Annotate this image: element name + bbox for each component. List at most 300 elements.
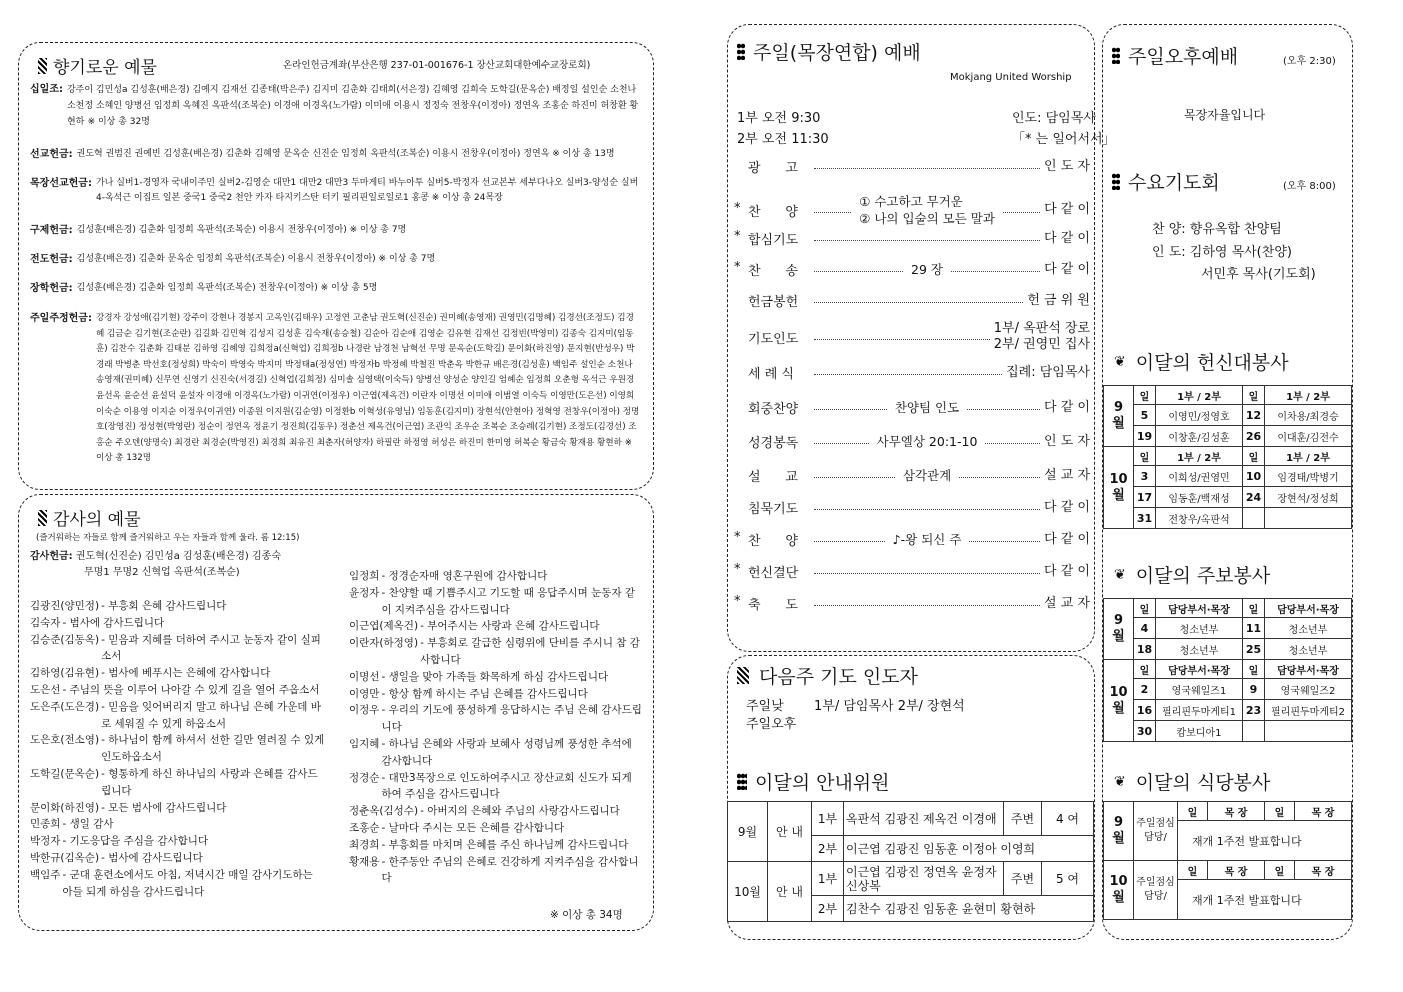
- table-cell: 임경태/박병기: [1265, 466, 1352, 487]
- relief-text: 김성훈(배은경) 김춘화 임정희 옥판석(조복순) 이용시 전창우(이정아) ※ 이상 총 7명: [76, 225, 407, 235]
- thanks-entry: [349, 669, 645, 686]
- order-responsible: 집례: 담임목사: [1006, 364, 1090, 380]
- order-row: [748, 398, 1090, 417]
- usher-title: 이달의 안내위원: [737, 768, 890, 795]
- header-cell: 목 장: [1208, 861, 1265, 880]
- pm-text: 목장자율입니다: [1184, 108, 1266, 122]
- table-cell: 청소년부: [1156, 639, 1243, 660]
- header-cell: 일: [1134, 660, 1156, 679]
- cafe-label: 주일점심 담당/: [1134, 861, 1178, 920]
- thanks-entry: [30, 615, 326, 632]
- header-cell: 목 장: [1208, 802, 1265, 821]
- table-cell: [1243, 721, 1265, 742]
- header-cell: 1부 / 2부: [1156, 386, 1243, 405]
- weekly-section: [30, 311, 642, 467]
- table-cell: 이대훈/김전수: [1265, 426, 1352, 447]
- header-cell: 1부 / 2부: [1156, 447, 1243, 466]
- thanks-entry: [30, 732, 326, 766]
- order-label: 합심기도: [748, 233, 799, 248]
- order-leader-dots: [814, 302, 1023, 303]
- order-row: [748, 432, 1090, 451]
- order-responsible: 설 교 자: [1044, 467, 1091, 483]
- thanks-names-1: 권도혁(신진순) 김민성a 김성훈(배은경) 김종숙: [75, 551, 281, 562]
- order-label: 헌금봉헌: [748, 295, 799, 310]
- thanks-entry: [349, 686, 645, 703]
- thanks-entry: [30, 632, 326, 666]
- thanks-entry-text: - 군대 훈련소에서도 아침, 저녁시간 매일 감사기도하는 아들 되게 하심을 감사드립니다: [62, 868, 313, 898]
- table-header-row: [1104, 861, 1352, 880]
- order-star: *: [734, 201, 741, 216]
- usher-part: 1부: [812, 862, 844, 896]
- header-cell: 일: [1264, 802, 1294, 821]
- thanks-entry: [30, 867, 326, 901]
- usher-count: 5 여: [1042, 862, 1094, 896]
- order-row: [734, 193, 1091, 227]
- evangelism-label: 전도헌금:: [30, 254, 73, 265]
- bulletin-table: [1103, 598, 1352, 742]
- thanks-entry: [30, 699, 326, 733]
- table-cell: 10: [1243, 466, 1265, 487]
- dev-title: ❦ 이달의 헌신대봉사: [1114, 352, 1289, 374]
- order-leader-dots: [814, 541, 885, 542]
- relief-label: 구제헌금:: [30, 225, 73, 236]
- cafe-text: 재개 1주전 발표합니다: [1178, 880, 1352, 920]
- table-cell: 3: [1134, 466, 1156, 487]
- order-responsible: 다 같 이: [1044, 230, 1090, 246]
- order-label: 찬 양: [748, 204, 798, 220]
- header-cell: 담당부서·목장: [1156, 599, 1243, 618]
- table-header-row: [1104, 802, 1352, 821]
- thanks-col-2: [349, 568, 645, 887]
- order-leader-dots: [814, 477, 895, 478]
- table-cell: 11: [1243, 618, 1265, 639]
- heart-icon: ❦: [1114, 566, 1126, 583]
- usher-table: [727, 801, 1094, 922]
- thanks-names: [30, 549, 281, 581]
- thanks-entry-name: 최경희: [349, 838, 380, 851]
- thanks-entry-name: 황재용: [349, 855, 380, 868]
- table-cell: 4: [1134, 618, 1156, 639]
- thanks-col-1: [30, 598, 326, 900]
- cafe-label: 주일점심 담당/: [1134, 802, 1178, 861]
- order-leader-dots: [985, 443, 1040, 444]
- order-row: [734, 594, 1090, 613]
- thanks-entry-name: 박정자: [30, 835, 61, 848]
- thanks-entry-name: 민종희: [30, 818, 61, 831]
- order-label: 침묵기도: [748, 502, 799, 517]
- order-content: 찬양팀 인도: [894, 400, 960, 415]
- service-time-2: 2부 오전 11:30: [737, 132, 829, 147]
- usher-part: 2부: [812, 836, 844, 862]
- order-leader-dots: [951, 271, 1040, 272]
- order-leader-dots: [814, 605, 1040, 606]
- header-cell: 일: [1178, 861, 1208, 880]
- order-responsible: 다 같 이: [1044, 261, 1091, 277]
- thanks-entry-text: - 생일 감사: [62, 818, 114, 831]
- thanks-entry-name: 도은주(도은경): [30, 700, 100, 713]
- thanks-entry-name: 백임주: [30, 868, 61, 881]
- order-responsible: 다 같 이: [1044, 563, 1090, 579]
- dots-icon: [737, 43, 745, 60]
- weekly-text: 강경자 강성애(김기현) 강주이 강현나 경봉지 고옥인(김태우) 고정연 고춘남 권도혁(신진순) 권미혜(송영재) 권영민(김명혜) 김경선(조정도) 김경혜 김금순 김기현(조순란) 김길화 김민혁 김성지 김성훈 김숙재(송승철) 김순아 김순애 김영순 김유현 김재선 김정빈(박영미) 김종숙 김지미(임동훈) 김찬수 김춘화 김태분 김하영 김혜영 김희정a(신혁업) 김희정b 나경란 남경천 남혁선 무명 문옥순(도학길) 문이화(하진영) 문지현(반성우) 박경래 박병춘 박선호(정성희) 박숙이 박영숙 박지미 박정태a(정성연) 박정자b 박정혜 박철진 박춘옥 박한규 배은경(김성훈) 백임주 설인순 소천나 송영재(권미혜) 신무연 신영기 신진숙(서경길) 신혁업(김희정) 심미솔 심영택(이숙득) 양병선 양성순 양인길 엄혜순 임정희 오춘형 옥석근 우원경 윤선옥 윤순선 윤설덕 윤설자 이경애 이경옥(노가람) 이귀연(이정우) 이근엽(제옥건) 이란자 이명선 이미애 이범열 이숙득 이영만(도은선) 이영희 이숙순 이용영 이지순 이정우(이귀연) 이종원 이지원(김순영) 이정환b 이혁성(유영님) 임동훈(김지미) 장현석(안현아) 정혁영 전창우(이정아) 정명호(장영진) 정성현(박영란) 정순이 정연옥 정윤기 정진희(김동우) 정춘선 제옥건(이근엽) 조관익 조우순 조복순 조승례(김기현) 조정도(김경선) 조홍순 주오덴(양명숙) 최경란 최경순(박영진) 최경희 최유진 최춘자(허양자) 하필란 하정영 허성은 하진미 한미영 허복순 황금숙 황재용 황현하: [95, 313, 640, 448]
- order-responsible: 인 도 자: [1044, 433, 1090, 449]
- table-row: [1104, 618, 1352, 639]
- thanks-entry: [349, 736, 645, 770]
- table-cell: [1265, 508, 1352, 529]
- tithe-total: ※ 이상 총 32명: [87, 117, 150, 127]
- thanks-entry-text: - 하나님 은혜와 사랑과 보혜사 성령님께 풍성한 추석에 감사합니다: [381, 737, 632, 767]
- pm-time: (오후 2:30): [1283, 56, 1336, 67]
- tithe-label: 십일조:: [30, 84, 63, 95]
- thanks-entry-text: - 주님의 뜻을 이루어 나아갈 수 있게 길을 열어 주옵소서: [62, 683, 320, 696]
- usher-area: 주변: [1004, 802, 1042, 836]
- thanks-entry: [349, 618, 645, 635]
- thanks-entry-text: - 부흥회 은혜 감사드립니다: [101, 600, 227, 612]
- order-label: 축 도: [748, 598, 798, 613]
- cafe-text: 재개 1주전 발표합니다: [1178, 821, 1352, 861]
- order-leader-dots: [814, 271, 903, 272]
- order-label: 회중찬양: [748, 402, 799, 417]
- thanks-entry-text: - 찬양할 때 기쁨주시고 기도할 때 응답주시며 눈동자 같이 지켜주심을 감사드립니다: [381, 586, 636, 616]
- order-leader-dots: [814, 374, 1002, 375]
- thanks-entry-text: - 믿음과 지혜를 더하여 주시고 눈동자 같이 실피소서: [101, 633, 321, 663]
- service-time-1: 1부 오전 9:30: [737, 111, 821, 126]
- table-row: [1104, 426, 1352, 447]
- wed-line-1: 찬 양: 향유옥합 찬양팀: [1152, 222, 1282, 237]
- table-header-row: [1104, 447, 1352, 466]
- table-cell: 12: [1243, 405, 1265, 426]
- table-cell: 5: [1134, 405, 1156, 426]
- usher-month: 9월: [728, 802, 768, 862]
- table-cell: 청소년부: [1156, 618, 1243, 639]
- order-leader-dots: [814, 573, 1040, 574]
- table-cell: 25: [1243, 639, 1265, 660]
- thanks-entry: [30, 850, 326, 867]
- header-cell: 1부 / 2부: [1265, 447, 1352, 466]
- scholarship-text: 김성훈(배은경) 김춘화 임정희 옥판석(조복순) 전창우(이정아) ※ 이상 총 5명: [76, 283, 378, 293]
- thanks-entry-text: - 정경순자매 영혼구원에 감사합니다: [381, 570, 548, 582]
- usher-row: [728, 802, 1094, 836]
- cell-mission-label: 목장선교헌금:: [30, 178, 92, 189]
- header-cell: 1부 / 2부: [1265, 386, 1352, 405]
- order-responsible: 다 같 이: [1044, 499, 1090, 515]
- table-cell: 전창우/옥판석: [1156, 508, 1243, 529]
- thanks-entry-text: - 부흥회로 갈급한 심령위에 단비를 주시니 참 감사합니다: [420, 637, 640, 666]
- evangelism-text: 김성훈(배은경) 김춘화 문옥순 임정희 옥판석(조복순) 이용시 전창우(이정아) ※ 이상 총 7명: [76, 254, 436, 264]
- order-label: 성경봉독: [748, 436, 799, 451]
- table-cell: 이영민/정영호: [1156, 405, 1243, 426]
- thanks-entry-name: 임지혜: [349, 737, 380, 750]
- order-label: 찬 양: [748, 534, 798, 549]
- header-cell: 일: [1264, 861, 1294, 880]
- thanks-entry: [349, 770, 645, 804]
- thanks-entry-name: 도학길(문옥순): [30, 767, 100, 780]
- order-leader-dots: [969, 541, 1040, 542]
- order-leader-dots: [814, 409, 887, 410]
- order-leader-dots: [814, 168, 1040, 169]
- wed-title: 수요기도회: [1112, 168, 1220, 195]
- thanks-entry: [349, 635, 645, 669]
- thanks-entry: [30, 833, 326, 850]
- order-row: [748, 291, 1090, 310]
- thanks-entry-name: 이명선: [349, 670, 380, 683]
- order-label: 설 교: [748, 470, 798, 485]
- table-row: [1104, 487, 1352, 508]
- thanks-entry-text: - 부어주시는 사랑과 은혜 감사드립니다: [420, 620, 600, 633]
- thanks-entry-text: - 범사에 감사드립니다: [101, 851, 203, 864]
- usher-role: 안 내: [768, 802, 812, 862]
- table-cell: 18: [1134, 639, 1156, 660]
- online-account: 온라인헌금계좌(부산은행 237-01-001676-1 장산교회대한예수교장로회): [283, 60, 591, 71]
- thanks-entry-name: 이영만: [349, 687, 380, 700]
- table-cell: 임동훈/백재성: [1156, 487, 1243, 508]
- pattern-icon: [737, 667, 749, 684]
- table-header-row: [1104, 599, 1352, 618]
- table-cell: 청소년부: [1265, 618, 1352, 639]
- mission-section: [30, 147, 642, 162]
- thanks-entry: [349, 820, 645, 837]
- worship-subtitle: Mokjang United Worship: [950, 72, 1072, 83]
- table-cell: 이창훈/김성훈: [1156, 426, 1243, 447]
- worship-title: 주일(목장연합) 예배: [737, 38, 921, 65]
- thanks-entry-name: 김광진(양민정): [30, 600, 100, 612]
- table-cell: 23: [1243, 700, 1265, 721]
- order-leader-dots: [814, 212, 851, 213]
- table-cell: [1243, 508, 1265, 529]
- table-row: [1104, 679, 1352, 700]
- thanks-entry: [30, 598, 326, 615]
- usher-part: 1부: [812, 802, 844, 836]
- table-cell: 24: [1243, 487, 1265, 508]
- header-cell: 일: [1243, 386, 1265, 405]
- heart-icon: ❦: [1114, 773, 1126, 790]
- thanks-entry: [349, 568, 645, 585]
- header-cell: 담당부서·목장: [1265, 660, 1352, 679]
- order-content: 사무엘상 20:1-10: [876, 434, 978, 449]
- pattern-icon: [38, 510, 47, 526]
- thanks-entry-text: - 믿음을 잊어버리지 말고 하나님 은혜 가운데 바로 세워질 수 있게 하옵소서: [101, 700, 321, 730]
- dots-icon: [1112, 47, 1120, 64]
- next-title: 다음주 기도 인도자: [737, 662, 918, 689]
- order-leader-dots: [814, 339, 990, 340]
- header-cell: 일: [1243, 447, 1265, 466]
- cafeteria-table: [1103, 801, 1352, 920]
- order-star: *: [734, 530, 741, 545]
- table-cell: 16: [1134, 700, 1156, 721]
- table-cell: 이희성/권영민: [1156, 466, 1243, 487]
- mission-text: 권도혁 권범진 권예빈 김성훈(배은경) 김춘화 김혜영 문옥순 신진순 임정희 옥판석(조복순) 이용시 전창우(이정아) 정연옥 ※ 이상 총 13명: [76, 149, 615, 159]
- month-cell: 10 월: [1104, 447, 1134, 529]
- thanks-entry: [349, 803, 645, 820]
- thanks-entry-text: - 하나님이 함께 하셔서 선한 길만 열려질 수 있게 인도하옵소서: [101, 734, 325, 764]
- table-cell: 31: [1134, 508, 1156, 529]
- table-cell: 영국웨일즈1: [1156, 679, 1243, 700]
- table-cell: 19: [1134, 426, 1156, 447]
- thanks-entry: [30, 800, 326, 817]
- order-responsible: 인 도 자: [1044, 158, 1090, 174]
- thanks-entry-text: - 부흥회를 마치며 은혜를 주신 하나님께 감사드립니다: [381, 838, 629, 851]
- order-row: [734, 562, 1090, 581]
- thanks-entry-name: 윤정자: [349, 586, 380, 599]
- header-cell: 일: [1134, 386, 1156, 405]
- thanks-entry-name: 이정우: [349, 704, 380, 717]
- table-header-row: [1104, 660, 1352, 679]
- order-star: *: [734, 594, 741, 609]
- header-cell: 일: [1243, 599, 1265, 618]
- order-row: [748, 466, 1090, 485]
- header-cell: 담당부서·목장: [1265, 599, 1352, 618]
- usher-row: [728, 862, 1094, 896]
- thanks-entry: [349, 854, 645, 888]
- thanks-entry-text: - 범사에 베푸시는 은혜에 감사합니다: [101, 667, 271, 680]
- pm-title: 주일오후예배: [1112, 42, 1238, 69]
- cell-mission-text: 가나 실버1-경영자 국내이주민 실버2-김영순 대만1 대만2 대만3 두마게티 바누아투 실버5-박정자 선교본부 세부다나오 실버3-양성순 실버4-옥석근 이집트 일본 중국1 중국2 천안 카자 타지키스탄 터키 필리핀일로일로1 홍콩 ※ 이상 총 24목장: [95, 178, 639, 203]
- order-leader-dots: [814, 509, 1040, 510]
- usher-area: 주변: [1004, 862, 1042, 896]
- month-cell: 10 월: [1104, 861, 1134, 920]
- order-star: *: [734, 229, 741, 244]
- thanks-entry-name: 김하영(김유현): [30, 667, 100, 680]
- next-line-2: 주일오후: [746, 717, 797, 732]
- scholarship-section: [30, 281, 642, 296]
- order-responsible: 다 같 이: [1044, 202, 1091, 217]
- table-cell: 필리핀두마게티1: [1156, 700, 1243, 721]
- order-content: 29 장: [911, 262, 944, 277]
- bul-title: ❦ 이달의 주보봉사: [1114, 565, 1271, 587]
- cafe-title: ❦ 이달의 식당봉사: [1114, 772, 1271, 794]
- offering-title: 향기로운 예물: [38, 53, 157, 78]
- thanks-entry: [30, 682, 326, 699]
- table-row: [1104, 639, 1352, 660]
- stand-note: 「* 는 일어서서」: [1012, 132, 1116, 147]
- thanks-entry-name: 임정희: [349, 570, 380, 582]
- order-label: 찬 송: [748, 264, 798, 279]
- order-row: [734, 530, 1091, 549]
- table-cell: 청소년부: [1265, 639, 1352, 660]
- usher-role: 안 내: [768, 862, 812, 922]
- table-cell: 장현석/정성희: [1265, 487, 1352, 508]
- thanks-entry-text: - 한주동안 주님의 은혜로 건강하게 지켜주심을 감사합니다: [381, 855, 639, 885]
- order-label: 광 고: [748, 161, 798, 176]
- order-star: *: [734, 562, 741, 577]
- order-responsible: 다 같 이: [1044, 531, 1091, 547]
- thanks-entry-name: 정경순: [349, 771, 380, 784]
- thanks-entry-text: - 생일을 맞아 가족들 화목하게 하심 감사드립니다: [381, 670, 609, 683]
- dots-icon: [737, 773, 747, 790]
- tithe-text: 강주이 김민성a 김성훈(배은경) 김예지 김재선 김종태(박은주) 김지미 김춘화 김태희(서은경) 김혜영 김희숙 도학길(문옥순) 배정일 설인순 소천나 소천정 소혜인 양병선 임정희 옥혜진 옥판석(조복순) 이경애 이경옥(노가람) 이미애 이용시 정정숙 전창우(이정아) 정연옥 조홍순 하진미 허창환 황현하: [66, 85, 639, 127]
- order-row: [748, 320, 1090, 354]
- thanks-names-2: 무명1 무명2 신혁업 옥판석(조복순): [84, 567, 240, 578]
- table-row: [1104, 405, 1352, 426]
- thanks-entry-name: 도은호(전소영): [30, 734, 100, 747]
- order-responsible: 1부/ 옥판석 장로 2부/ 권영민 집사: [993, 321, 1090, 352]
- next-line-1: 주일낮 1부/ 담임목사 2부/ 장현석: [746, 699, 965, 714]
- heart-icon: ❦: [1114, 353, 1126, 370]
- leader-note: 인도: 담임목사: [1012, 111, 1096, 126]
- order-label: 헌신결단: [748, 566, 799, 581]
- mission-label: 선교헌금:: [30, 149, 73, 160]
- thanks-entry-name: 김승준(김동옥): [30, 633, 100, 646]
- header-cell: 목 장: [1295, 802, 1352, 821]
- thanks-title: 감사의 예물: [38, 505, 141, 530]
- order-leader-dots: [1003, 212, 1040, 213]
- thanks-entry-name: 박한규(김옥순): [30, 851, 100, 864]
- thanks-subtitle: (즐거워하는 자들로 함께 즐거워하고 우는 자들과 함께 울라. 롬 12:15): [36, 533, 300, 543]
- usher-names: 옥판석 김광진 제옥건 이경애: [844, 802, 1004, 836]
- scholarship-label: 장학헌금:: [30, 283, 73, 294]
- header-cell: 일: [1178, 802, 1208, 821]
- table-cell: 캄보디아1: [1156, 721, 1243, 742]
- order-row: [734, 260, 1091, 279]
- order-leader-dots: [959, 477, 1040, 478]
- thanks-entry: [349, 585, 645, 619]
- table-row: [1104, 508, 1352, 529]
- tithe-section: [30, 82, 642, 130]
- thanks-entry-name: 조홍순: [349, 821, 380, 834]
- usher-names: 김찬수 김광진 임동훈 윤현미 황현하: [844, 896, 1094, 922]
- thanks-label: 감사헌금:: [30, 551, 73, 562]
- order-row: [748, 363, 1090, 382]
- thanks-entry: [349, 837, 645, 854]
- thanks-entry-name: 도은선: [30, 683, 61, 696]
- thanks-entry-text: - 형통하게 하신 하나님의 사랑과 은혜를 감사드립니다: [101, 767, 318, 797]
- order-leader-dots: [814, 240, 1040, 241]
- table-cell: 30: [1134, 721, 1156, 742]
- thanks-entry-name: 이근엽(제옥건): [349, 620, 419, 633]
- table-header-row: [1104, 386, 1352, 405]
- usher-names: 이근엽 김광진 임동훈 이정아 이영희: [844, 836, 1094, 862]
- wed-line-2: 인 도: 김하영 목사(찬양): [1152, 245, 1292, 260]
- thanks-total: ※ 이상 총 34명: [550, 909, 623, 921]
- order-content: ♪-왕 되신 주: [892, 532, 962, 547]
- thanks-entry-text: - 아버지의 은혜와 주님의 사랑감사드립니다: [420, 805, 620, 818]
- header-cell: 일: [1134, 599, 1156, 618]
- order-leader-dots: [814, 443, 869, 444]
- order-star: *: [734, 260, 741, 275]
- thanks-entry-text: - 날마다 주시는 모든 은혜를 감사합니다: [381, 821, 565, 834]
- weekly-total: ※ 이상 총 132명: [95, 437, 632, 464]
- header-cell: 일: [1243, 660, 1265, 679]
- table-cell: 9: [1243, 679, 1265, 700]
- order-content: ① 수고하고 무거운 ② 나의 입술의 모든 말과: [859, 194, 995, 226]
- table-cell: 필리핀두마게티2: [1265, 700, 1352, 721]
- order-responsible: 다 같 이: [1044, 399, 1090, 415]
- usher-count: 4 여: [1042, 802, 1094, 836]
- table-row: [1104, 721, 1352, 742]
- table-row: [1104, 466, 1352, 487]
- header-cell: 목 장: [1295, 861, 1352, 880]
- thanks-entry-text: - 대만3목장으로 인도하여주시고 장산교회 신도가 되게 하여 주심을 감사드립니다: [381, 771, 632, 801]
- order-leader-dots: [967, 409, 1040, 410]
- month-cell: 9 월: [1104, 802, 1134, 861]
- order-responsible: 설 교 자: [1044, 595, 1090, 611]
- thanks-entry-text: - 기도응답을 주심을 감사합니다: [62, 835, 209, 848]
- thanks-entry: [30, 665, 326, 682]
- order-label: 세 례 식: [748, 367, 794, 382]
- order-row: [734, 229, 1090, 248]
- thanks-entry-name: 문이화(하진영): [30, 801, 100, 814]
- month-cell: 9 월: [1104, 386, 1134, 447]
- usher-names: 이근엽 김광진 정연옥 윤정자 신상복: [844, 862, 1004, 896]
- order-responsible: 헌 금 위 원: [1027, 292, 1090, 308]
- relief-section: [30, 223, 642, 238]
- wed-line-3: 서민후 목사(기도회): [1201, 267, 1316, 282]
- wed-time: (오후 8:00): [1283, 181, 1336, 192]
- table-cell: 2: [1134, 679, 1156, 700]
- order-row: [748, 498, 1090, 517]
- month-cell: 10 월: [1104, 660, 1134, 742]
- table-cell: 26: [1243, 426, 1265, 447]
